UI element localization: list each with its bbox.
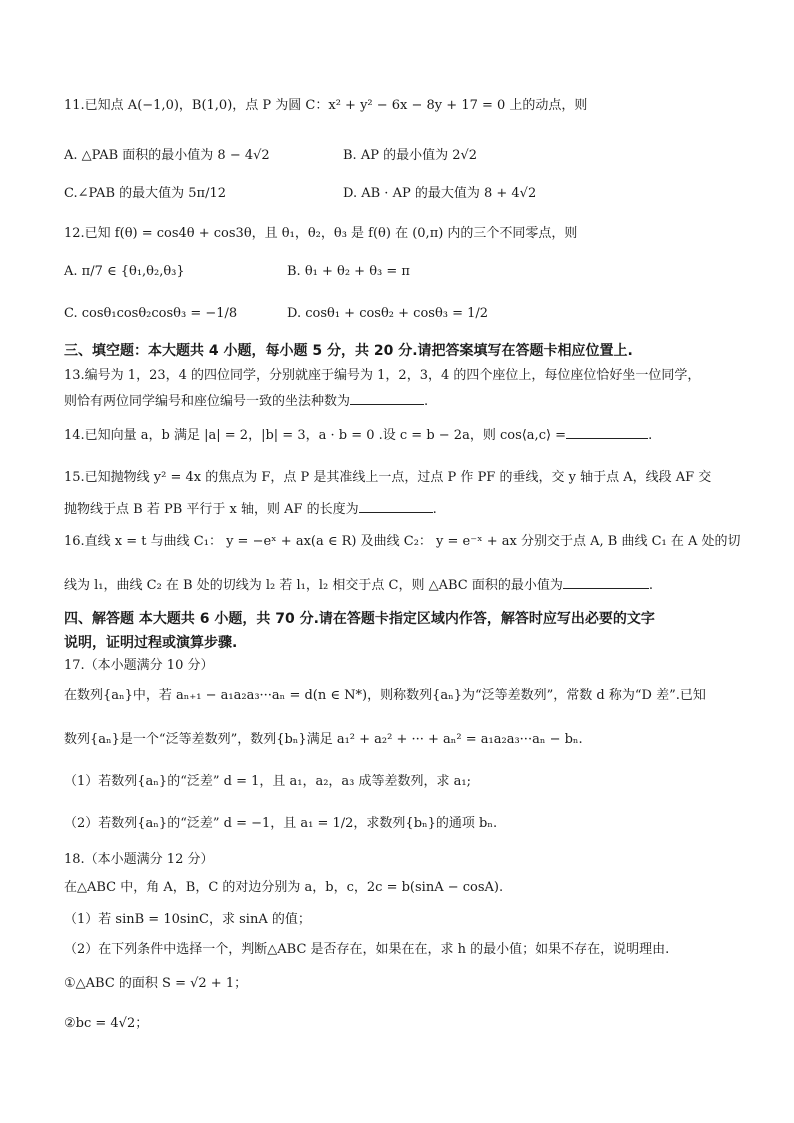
q16-line2: 线为 l₁，曲线 C₂ 在 B 处的切线为 l₂ 若 l₁，l₂ 相交于点 C，则 △ABC 面积的最小值为 . [64,574,653,596]
q11-option-d: D. AB · AP 的最大值为 8 + 4√2 [343,186,537,201]
q14-text: 14.已知向量 a，b 满足 |a| = 2，|b| = 3，a · b = 0 .设 c = b − 2a，则 cos⟨a,c⟩ = [64,428,567,443]
section4-title-line1: 四、解答题 本大题共 6 小题，共 70 分.请在答题卡指定区域内作答，解答时应写出必要的文字 [64,611,655,627]
q14-line: 14.已知向量 a，b 满足 |a| = 2，|b| = 3，a · b = 0 .设 c = b − 2a，则 cos⟨a,c⟩ = . [64,424,652,446]
q13-answer-blank[interactable] [350,390,424,405]
q12-option-d: D. cosθ₁ + cosθ₂ + cosθ₃ = 1/2 [287,306,489,321]
q16-text: 线为 l₁，曲线 C₂ 在 B 处的切线为 l₂ 若 l₁，l₂ 相交于点 C，则 △ABC 面积的最小值为 [64,578,563,593]
q16-line1: 16.直线 x = t 与曲线 C₁： y = −eˣ + ax(a ∈ R) 及曲线 C₂： y = e⁻ˣ + ax 分别交于点 A, B 曲线 C₁ 在 A 处的切 [64,534,741,549]
q11-option-a: A. △PAB 面积的最小值为 8 − 4√2 [64,148,270,163]
q12-stem: 12.已知 f(θ) = cos4θ + cos3θ，且 θ₁，θ₂，θ₃ 是 f(θ) 在 (0,π) 内的三个不同零点，则 [64,226,578,241]
q11-option-c: C.∠PAB 的最大值为 5π/12 [64,186,227,201]
q18-subquestion2: （2）在下列条件中选择一个，判断△ABC 是否存在，如果在在，求 h 的最小值；如果不存在，说明理由. [64,942,670,957]
q18-subquestion1: （1）若 sinB = 10sinC，求 sinA 的值； [64,912,311,927]
q15-line1: 15.已知抛物线 y² = 4x 的焦点为 F，点 P 是其准线上一点，过点 P 作 PF 的垂线，交 y 轴于点 A，线段 AF 交 [64,470,712,485]
q11-option-b: B. AP 的最小值为 2√2 [343,148,478,163]
q13-line1: 13.编号为 1，23，4 的四位同学，分别就座于编号为 1，2，3，4 的四个座位上，每位座位恰好坐一位同学， [64,368,701,383]
q18-condition2: ②bc = 4√2； [64,1016,149,1031]
q15-text: 抛物线于点 B 若 PB 平行于 x 轴，则 AF 的长度为 [64,502,359,517]
section3-title: 三、填空题：本大题共 4 小题，每小题 5 分，共 20 分.请把答案填写在答题卡相应位置上. [64,343,633,359]
q17-subquestion1: （1）若数列{aₙ}的“泛差” d = 1，且 a₁，a₂，a₃ 成等差数列，求 a₁; [64,774,471,789]
q12-option-c: C. cosθ₁cosθ₂cosθ₃ = −1/8 [64,306,238,321]
q17-paragraph1: 在数列{aₙ}中，若 aₙ₊₁ − a₁a₂a₃···aₙ = d(n ∈ N*)，则称数列{aₙ}为“泛等差数列”，常数 d 称为“D 差”.已知 [64,688,706,703]
q12-option-b: B. θ₁ + θ₂ + θ₃ = π [287,264,410,279]
q17-paragraph2: 数列{aₙ}是一个“泛等差数列”，数列{bₙ}满足 a₁² + a₂² + ··· + aₙ² = a₁a₂a₃···aₙ − bₙ. [64,732,583,747]
q12-option-a: A. π/7 ∈ {θ₁,θ₂,θ₃} [64,264,185,279]
q17-subquestion2: （2）若数列{aₙ}的“泛差” d = −1，且 a₁ = 1/2，求数列{bₙ}的通项 bₙ. [64,816,498,831]
q15-line2: 抛物线于点 B 若 PB 平行于 x 轴，则 AF 的长度为 . [64,498,437,520]
q13-line2: 则恰有两位同学编号和座位编号一致的坐法种数为 . [64,390,428,412]
q17-header: 17.（本小题满分 10 分） [64,658,214,673]
q11-stem: 11.已知点 A(−1,0)，B(1,0)，点 P 为圆 C：x² + y² − 6x − 8y + 17 = 0 上的动点，则 [64,98,588,113]
q18-header: 18.（本小题满分 12 分） [64,852,214,867]
q14-answer-blank[interactable] [566,424,648,439]
q13-text: 则恰有两位同学编号和座位编号一致的坐法种数为 [64,394,351,409]
q16-answer-blank[interactable] [563,574,649,589]
q18-paragraph1: 在△ABC 中，角 A，B，C 的对边分别为 a，b，c，2c = b(sinA − cosA). [64,880,504,895]
q15-answer-blank[interactable] [359,498,433,513]
q18-condition1: ①△ABC 的面积 S = √2 + 1； [64,976,248,991]
section4-title-line2: 说明，证明过程或演算步骤. [64,635,238,651]
